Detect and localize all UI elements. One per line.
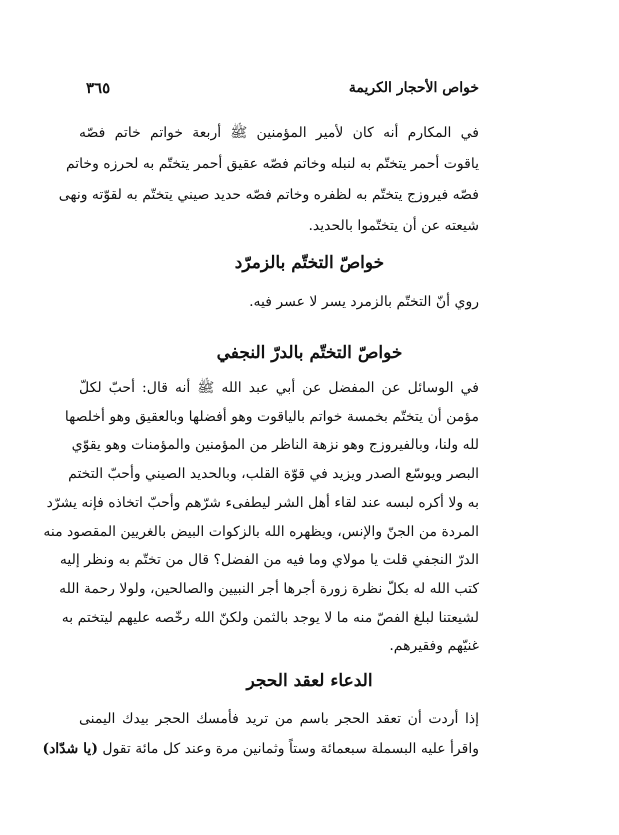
- bold-phrase: (يا شدّاد): [42, 741, 98, 757]
- paragraph-emerald: [79, 287, 479, 318]
- text-line: في الوسائل عن المفضل عن أبي عبد الله ﷺ أنه قال: أحبّ لكلّ: [79, 380, 479, 396]
- section-heading-binding-prayer: الدعاء لعقد الحجر: [246, 671, 373, 691]
- text-line: به ولا أكره لبسه عند لقاء أهل الشر ليطفىء شرّهم وأحبّ اتخاذه فإنه يشرّد: [46, 494, 479, 511]
- text-line: روي أنّ التختّم بالزمرد يسر لا عسر فيه.: [249, 294, 479, 310]
- text-fragment: واقرأ عليه البسملة سبعمائة وستاً وثمانين مرة وعند كل مائة تقول: [102, 741, 479, 757]
- text-line: ياقوت أحمر يتختّم به لنبله وخاتم فصّه عقيق أحمر يتختّم به لحرزه وخاتم: [65, 156, 479, 172]
- paragraph-rings-of-amir-al-muminin: [58, 118, 479, 242]
- text-line: المردة من الجنّ والإنس، ويظهره الله بالزكوات البيض بالغريين المقصود منه: [43, 523, 479, 540]
- text-line: لله ولنا، وبالفيروزج وهو نزهة الناظر من المؤمنين والمؤمنات وهو يقوّي: [71, 437, 479, 454]
- section-heading-najafi-pearl: خواصّ التختّم بالدرّ النجفي: [216, 343, 403, 363]
- running-title: خواص الأحجار الكريمة: [348, 80, 479, 96]
- text-line-with-bold: [42, 734, 479, 764]
- text-line: كتب الله له بكلّ نظرة زورة أجرها أجر النبيين والصالحين، ولولا رحمة الله: [59, 580, 479, 597]
- paragraph-binding-prayer: [42, 704, 479, 764]
- page-number: ٣٦٥: [86, 79, 111, 97]
- section-heading-emerald: خواصّ التختّم بالزمرّد: [234, 253, 385, 273]
- text-line: البصر ويوسّع الصدر ويزيد في قوّة القلب، وبالحديد الصيني وأحبّ التختم: [68, 466, 479, 483]
- text-line: في المكارم أنه كان لأمير المؤمنين ﷺ أربعة خواتم خاتم فصّه: [79, 125, 479, 141]
- text-line: غنيّهم وفقيرهم.: [389, 638, 479, 655]
- text-line: فصّه فيروزج يتختّم به لظفره وخاتم فصّه حديد صيني يتختّم به لقوّته ونهى: [58, 187, 479, 203]
- text-line: لشيعتنا لبلغ الفصّ منه ما لا يوجد بالثمن ولكنّ الله رخّصه عليهم ليتختم به: [61, 609, 479, 626]
- text-line: الدرّ النجفي قلت يا مولاي وما فيه من الفضل؟ قال من تختّم به ونظر إليه: [59, 552, 479, 569]
- text-line: شيعته عن أن يتختّموا بالحديد.: [308, 218, 479, 234]
- paragraph-najafi-pearl: [43, 374, 479, 661]
- text-line: مؤمن أن يتختّم بخمسة خواتم بالياقوت وهو أفضلها وبالعقيق وهو أخلصها: [64, 408, 479, 425]
- text-line: إذا أردت أن تعقد الحجر باسم من تريد فأمسك الحجر بيدك اليمنى: [79, 711, 479, 727]
